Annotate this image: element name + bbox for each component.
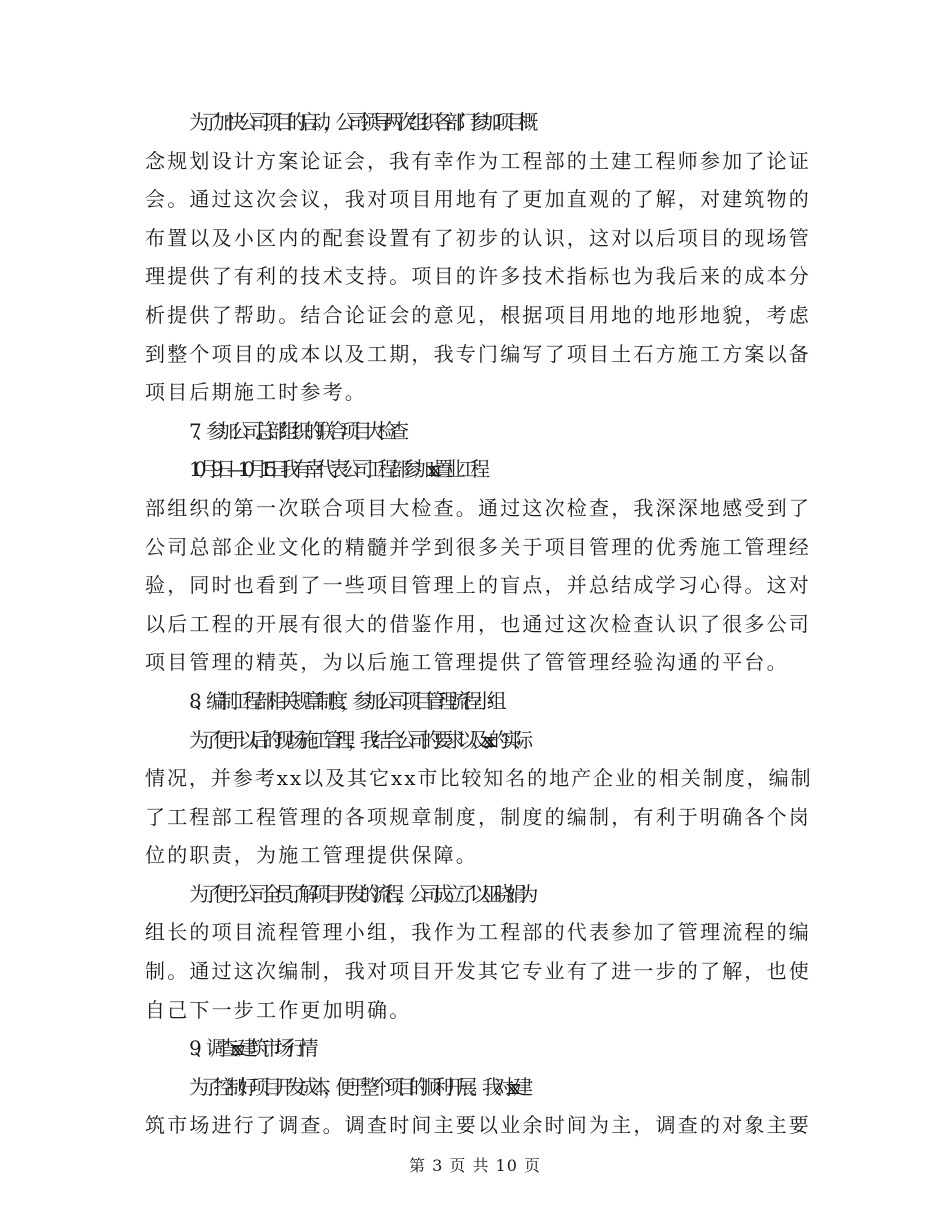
text-line: 7、参加公司总部组织的联合项目大检查	[189, 418, 402, 443]
page-footer	[0, 1153, 950, 1176]
text-line: 析提供了帮助。结合论证会的意见，根据项目用地的地形地貌，考虑	[145, 302, 811, 327]
text-line: 布置以及小区内的配套设置有了初步的认识，这对以后项目的现场管	[145, 225, 811, 250]
text-line: 会。通过这次会议，我对项目用地有了更加直观的了解，对建筑物的	[145, 187, 811, 212]
text-line: 为了便于以后的现场施工管理，我结合公司的要求以及xx的实际	[189, 727, 526, 752]
text-line: 为了加快公司项目的启动，公司领导两次组织各部门参加项目概	[189, 110, 531, 134]
text-line: 念规划设计方案论证会，我有幸作为工程部的土建工程师参加了论证	[145, 148, 811, 173]
text-line: 10月9日 — 10月15日 我有幸代表公司工程部参加xx置业工程	[189, 457, 483, 482]
text-line: 公司总部企业文化的精髓并学到很多关于项目管理的优秀施工管理经	[145, 534, 811, 559]
text-line: 组长的项目流程管理小组，我作为工程部的代表参加了管理流程的编	[145, 920, 811, 945]
text-line: 8、编制工程部相关规章制度，参加公司项目管理流程小组	[189, 688, 499, 713]
text-line: 自己下一步工作更加明确。	[145, 997, 412, 1022]
text-line: 到整个项目的成本以及工期，我专门编写了项目土石方施工方案以备	[145, 341, 811, 366]
text-line: 情况，并参考xx以及其它xx市比较知名的地产企业的相关制度，编制	[145, 766, 813, 791]
text-line: 筑市场进行了调查。调查时间主要以业余时间为主，调查的对象主要	[145, 1113, 811, 1138]
text-line: 验，同时也看到了一些项目管理上的盲点，并总结成学习心得。这对	[145, 573, 811, 598]
text-line: 项目后期施工时参考。	[145, 380, 367, 405]
text-line: 理提供了有利的技术支持。项目的许多技术指标也为我后来的成本分	[145, 264, 811, 289]
text-line: 部组织的第一次联合项目大检查。通过这次检查，我深深地感受到了	[145, 495, 811, 520]
text-line: 9、调查xx建筑市场行情	[189, 1036, 311, 1061]
page-number-text: 第 3 页 共 10 页	[409, 1156, 541, 1175]
text-line: 位的职责，为施工管理提供保障。	[145, 843, 478, 868]
text-line: 了工程部工程管理的各项规章制度，制度的编制，有利于明确各个岗	[145, 804, 811, 829]
text-line: 以后工程的开展有很大的借鉴作用，也通过这次检查认识了很多公司	[145, 611, 811, 636]
text-line: 为了便于公司全员了解项目开发的流程，公司成立了以巫晓娟为	[189, 881, 531, 906]
text-line: 为了控制好项目开发成本，便于整个项目的顺利开展。我对xx建	[189, 1074, 526, 1099]
text-line: 项目管理的精英，为以后施工管理提供了管管理经验沟通的平台。	[145, 650, 789, 675]
text-line: 制。通过这次编制，我对项目开发其它专业有了进一步的了解，也使	[145, 959, 811, 984]
document-body	[145, 103, 815, 1145]
